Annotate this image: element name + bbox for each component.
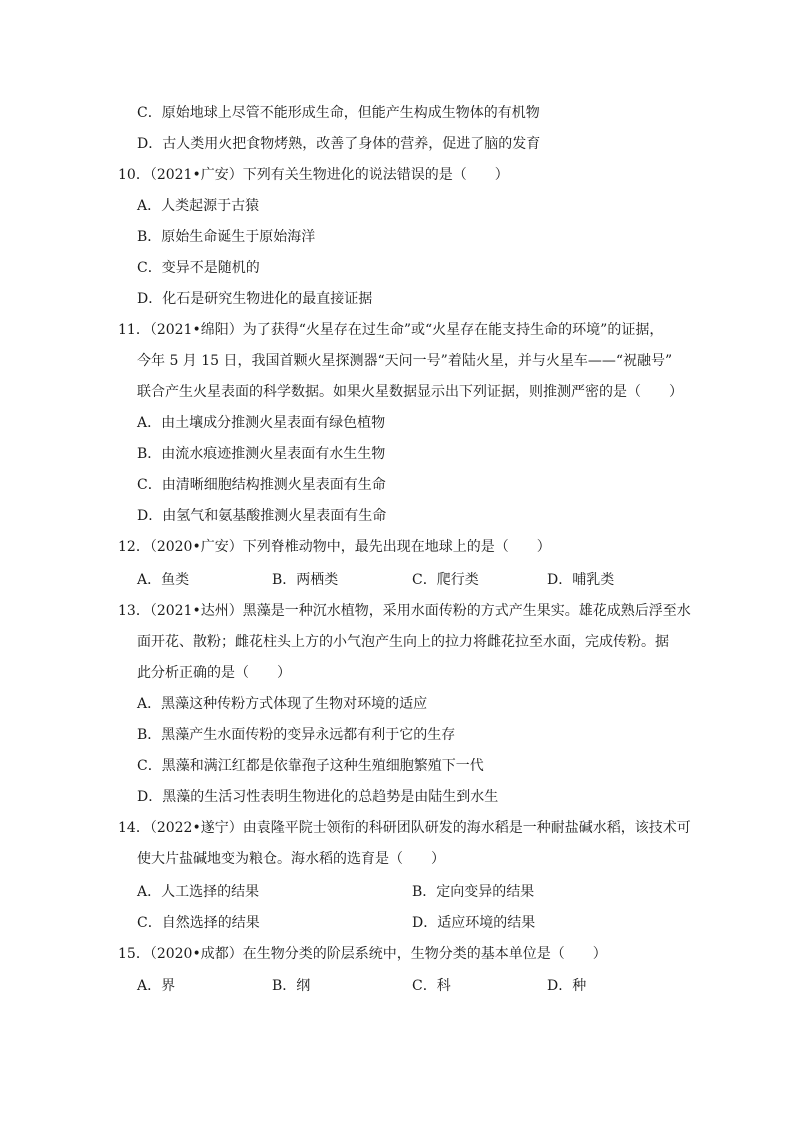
q15-option-a: A．界: [137, 978, 176, 994]
q13-option-a: A．黑藻这种传粉方式体现了生物对环境的适应: [137, 696, 428, 712]
q11-stem-line3: 联合产生火星表面的科学数据。如果火星数据显示出下列证据，则推测严密的是（ ）: [137, 384, 683, 400]
q10-option-b: B．原始生命诞生于原始海洋: [137, 229, 316, 245]
q15-stem: 15．（2020•成都）在生物分类的阶层系统中，生物分类的基本单位是（ ）: [118, 946, 607, 962]
q14-option-a: A．人工选择的结果: [137, 884, 260, 900]
q12-option-b: B．两栖类: [272, 572, 339, 588]
q14-option-d: D．适应环境的结果: [412, 915, 536, 931]
q11-stem-line2: 今年 5 月 15 日，我国首颗火星探测器“天问一号”着陆火星，并与火星车——“祝融号”: [137, 353, 673, 369]
q13-stem-line3: 此分析正确的是（ ）: [137, 665, 291, 681]
q11-option-b: B．由流水痕迹推测火星表面有水生生物: [137, 446, 386, 462]
q9-option-d: D．古人类用火把食物烤熟，改善了身体的营养，促进了脑的发育: [137, 136, 541, 152]
q14-stem-line1: 14．（2022•遂宁）由袁隆平院士领衔的科研团队研发的海水稻是一种耐盐碱水稻，该技术可: [118, 820, 691, 836]
q10-option-d: D．化石是研究生物进化的最直接证据: [137, 291, 373, 307]
q15-option-b: B．纲: [272, 978, 311, 994]
q13-option-c: C．黑藻和满江红都是依靠孢子这种生殖细胞繁殖下一代: [137, 758, 484, 774]
q13-option-d: D．黑藻的生活习性表明生物进化的总趋势是由陆生到水生: [137, 789, 499, 805]
q11-stem-line1: 11．（2021•绵阳）为了获得“火星存在过生命”或“火星存在能支持生命的环境”的证据，: [118, 322, 664, 338]
q14-option-c: C．自然选择的结果: [137, 915, 260, 931]
q13-stem-line2: 面开花、散粉；雌花柱头上方的小气泡产生向上的拉力将雌花拉至水面，完成传粉。据: [137, 634, 669, 650]
q14-option-b: B．定向变异的结果: [412, 884, 535, 900]
q10-stem: 10．（2021•广安）下列有关生物进化的说法错误的是（ ）: [118, 167, 509, 183]
q10-option-a: A．人类起源于古猿: [137, 198, 260, 214]
q11-option-d: D．由氢气和氨基酸推测火星表面有生命: [137, 508, 387, 524]
q12-option-d: D．哺乳类: [547, 572, 615, 588]
q13-stem-line1: 13．（2021•达州）黑藻是一种沉水植物，采用水面传粉的方式产生果实。雄花成熟后浮至水: [118, 603, 691, 619]
q15-option-d: D．种: [547, 978, 587, 994]
q11-option-a: A．由土壤成分推测火星表面有绿色植物: [137, 415, 386, 431]
q9-option-c: C．原始地球上尽管不能形成生命，但能产生构成生物体的有机物: [137, 105, 540, 121]
q11-option-c: C．由清晰细胞结构推测火星表面有生命: [137, 477, 386, 493]
q13-option-b: B．黑藻产生水面传粉的变异永远都有利于它的生存: [137, 727, 456, 743]
q12-stem: 12．（2020•广安）下列脊椎动物中，最先出现在地球上的是（ ）: [118, 539, 551, 555]
q12-option-c: C．爬行类: [412, 572, 479, 588]
q10-option-c: C．变异不是随机的: [137, 260, 260, 276]
q15-option-c: C．科: [412, 978, 451, 994]
q12-option-a: A．鱼类: [137, 572, 190, 588]
q14-stem-line2: 使大片盐碱地变为粮仓。海水稻的选育是（ ）: [137, 851, 445, 867]
